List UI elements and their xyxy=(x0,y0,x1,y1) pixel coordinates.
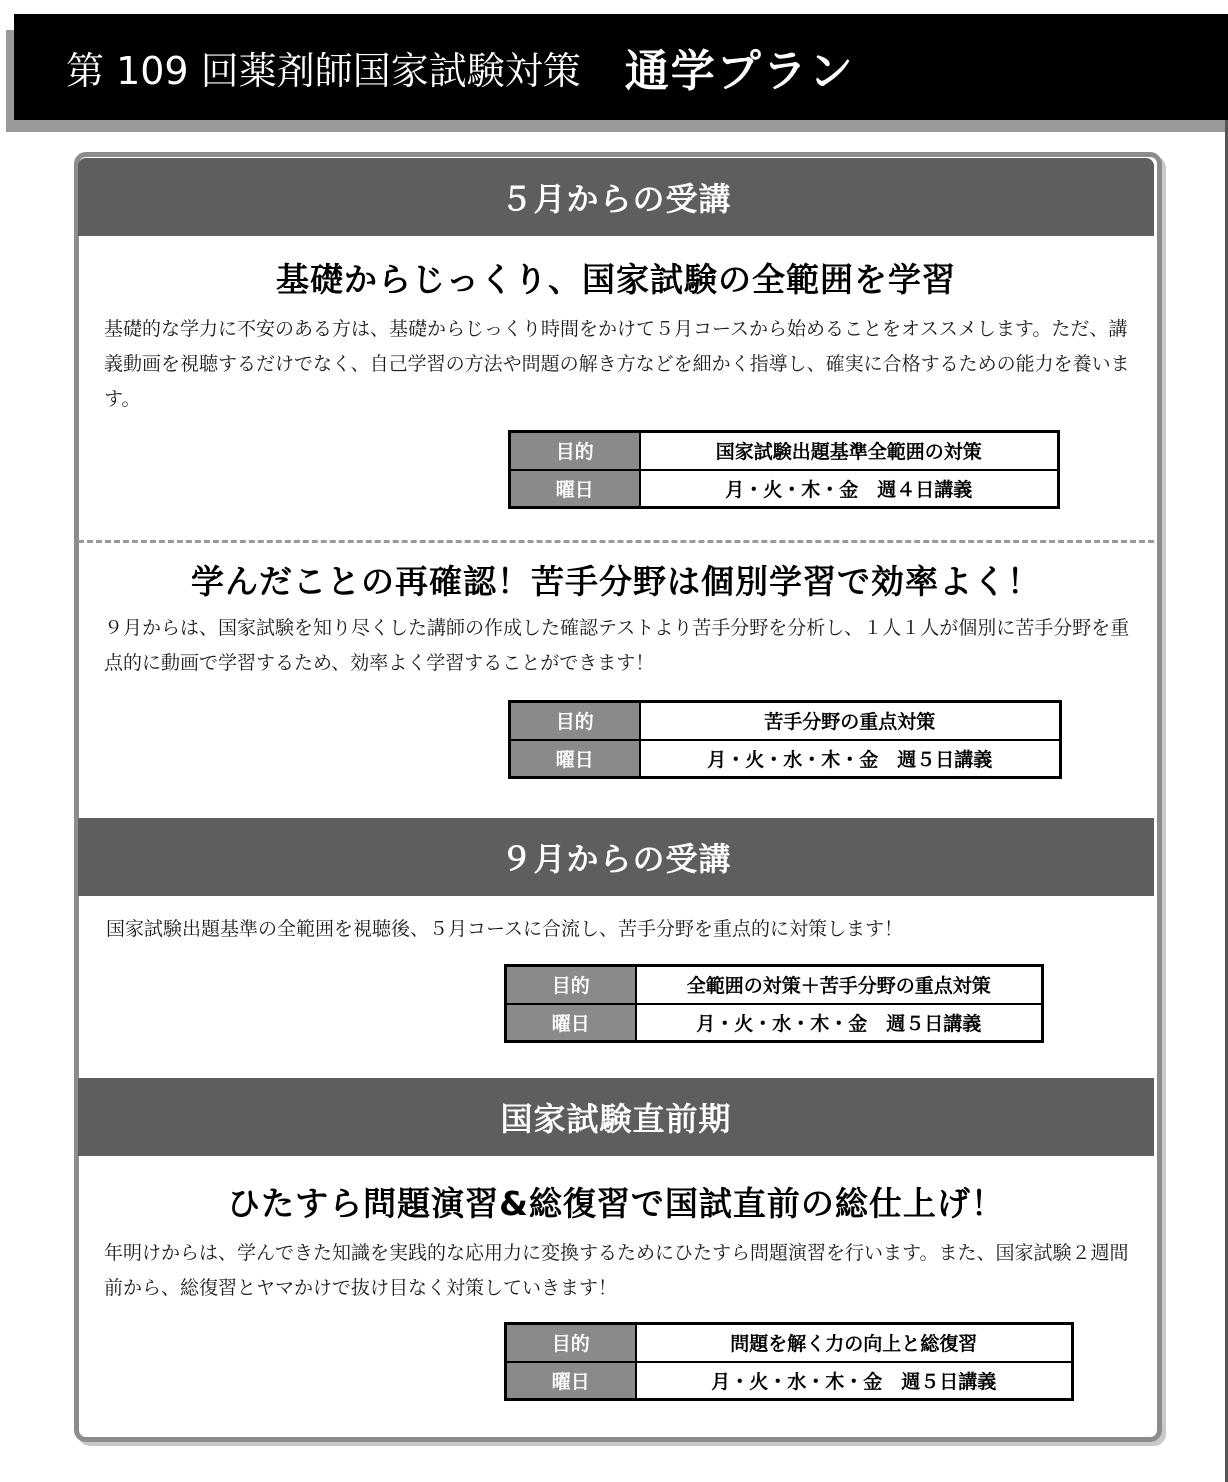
info-table xyxy=(504,1322,1074,1401)
info-value: 問題を解く力の向上と総復習 xyxy=(636,1324,1073,1362)
section-paragraph: ９月からは、国家試験を知り尽くした講師の作成した確認テストより苦手分野を分析し、１人１人が個別に苦手分野を重点的に動画で学習するため、効率よく学習することができます！ xyxy=(104,617,1130,674)
section-header-final-period: 国家試験直前期 xyxy=(78,1078,1154,1156)
title-bar xyxy=(14,14,1228,120)
section-heading: 基礎からじっくり、国家試験の全範囲を学習 xyxy=(276,260,956,299)
info-key: 曜日 xyxy=(510,470,640,508)
dashed-divider xyxy=(78,540,1154,543)
info-value: 国家試験出題基準全範囲の対策 xyxy=(640,432,1059,470)
section-paragraph: 基礎的な学力に不安のある方は、基礎からじっくり時間をかけて５月コースから始めることをオススメします。ただ、講義動画を視聴するだけでなく、自己学習の方法や問題の解き方などを細かく指導し、確実に合格するための能力を養います。 xyxy=(104,318,1130,410)
info-table xyxy=(508,430,1060,509)
section-header-september: ９月からの受講 xyxy=(78,818,1154,896)
info-key: 曜日 xyxy=(510,740,640,778)
section-paragraph: 国家試験出題基準の全範囲を視聴後、５月コースに合流し、苦手分野を重点的に対策します！ xyxy=(106,918,904,940)
page-title: 第 109 回薬剤師国家試験対策 xyxy=(66,48,581,93)
info-value: 月・火・水・木・金 週５日講義 xyxy=(640,740,1061,778)
section-heading: ひたすら問題演習&総復習で国試直前の総仕上げ！ xyxy=(227,1184,1005,1223)
info-value: 月・火・水・木・金 週５日講義 xyxy=(636,1004,1043,1042)
info-key: 目的 xyxy=(506,1324,636,1362)
info-value: 全範囲の対策＋苦手分野の重点対策 xyxy=(636,966,1043,1004)
info-table xyxy=(504,964,1044,1043)
section-header-may: ５月からの受講 xyxy=(78,158,1154,236)
section-paragraph: 年明けからは、学んできた知識を実践的な応用力に変換するためにひたすら問題演習を行います。また、国家試験２週間前から、総復習とヤマかけで抜け目なく対策していきます！ xyxy=(104,1242,1129,1299)
info-key: 目的 xyxy=(510,432,640,470)
info-value: 苦手分野の重点対策 xyxy=(640,702,1061,740)
section-heading: 学んだことの再確認！苦手分野は個別学習で効率よく！ xyxy=(191,562,1041,601)
info-value: 月・火・木・金 週４日講義 xyxy=(640,470,1059,508)
info-value: 月・火・水・木・金 週５日講義 xyxy=(636,1362,1073,1400)
info-key: 目的 xyxy=(510,702,640,740)
info-key: 曜日 xyxy=(506,1004,636,1042)
info-key: 曜日 xyxy=(506,1362,636,1400)
plan-name: 通学プラン xyxy=(624,46,855,97)
info-key: 目的 xyxy=(506,966,636,1004)
info-table xyxy=(508,700,1062,779)
